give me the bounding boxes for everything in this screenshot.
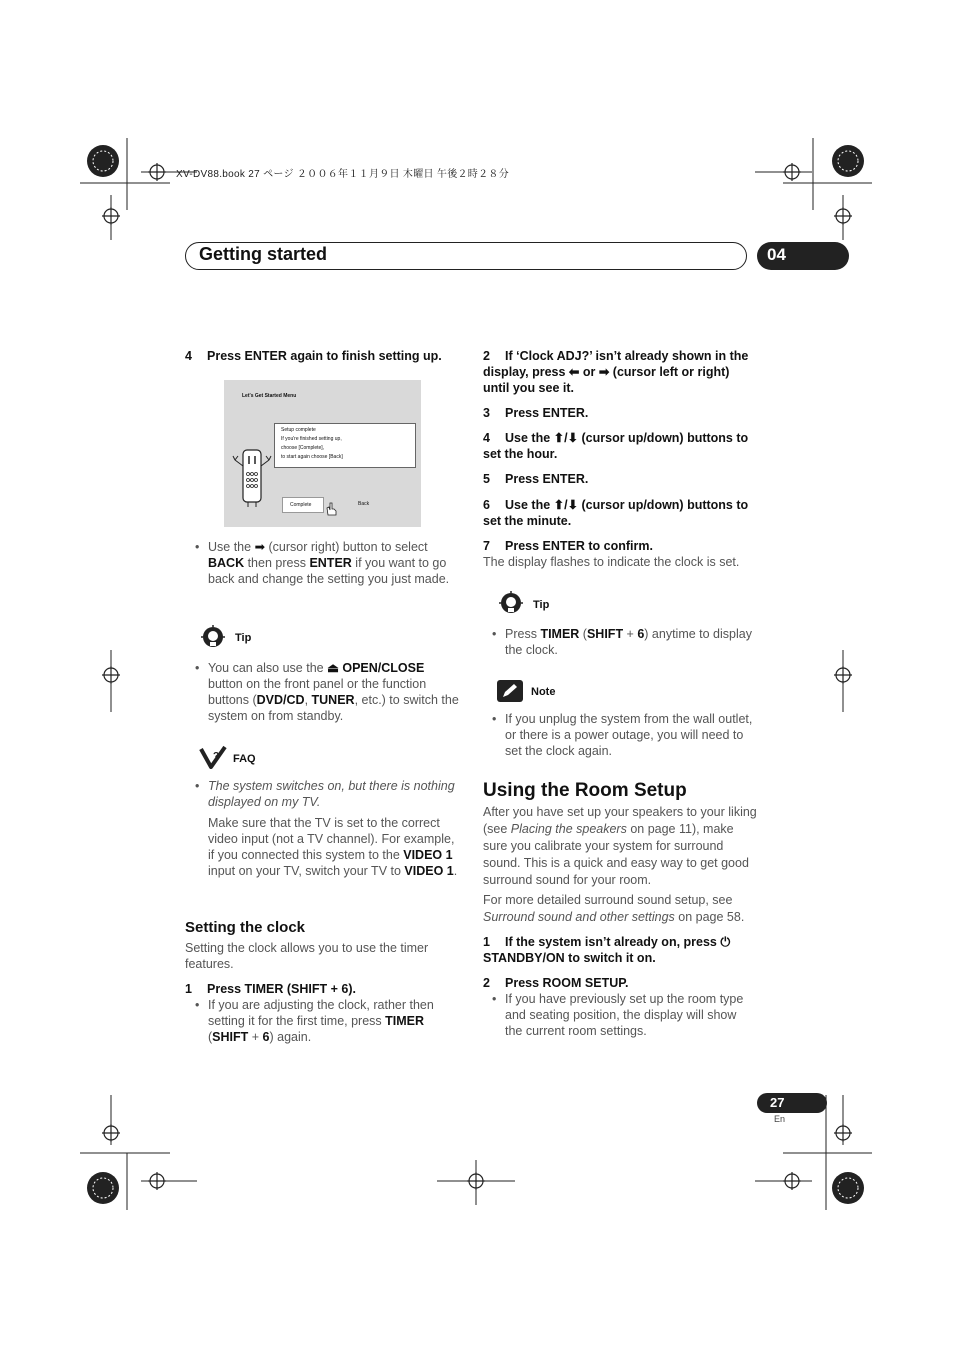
page-title: Getting started — [199, 244, 328, 264]
clock-step-1-bullet: • If you are adjusting the clock, rather then setting it for the first time, press TIMER (SHIFT + 6) again. — [195, 998, 434, 1044]
clock-step-3: 3 Press ENTER. — [483, 406, 589, 420]
tip-lightbulb-icon — [497, 591, 525, 617]
tip-lightbulb-icon — [199, 625, 227, 651]
dialog-line: If you're finished setting up, — [281, 436, 342, 442]
svg-text:?: ? — [213, 751, 220, 762]
faq-icon — [199, 745, 227, 769]
room-setup-para-1: After you have set up your speakers to your liking (see Placing the speakers on page 11), make sure you calibrate your system for surround sound. This is a quick and easy way to get good surround sound for your room. — [483, 805, 757, 887]
faq-label: FAQ — [233, 753, 256, 765]
tip-label: Tip — [235, 632, 252, 644]
tip-label-right: Tip — [533, 599, 550, 611]
setup-dialog — [274, 423, 416, 468]
room-step-2: 2 Press ROOM SETUP. — [483, 976, 629, 990]
setting-clock-intro: Setting the clock allows you to use the timer features. — [185, 941, 429, 971]
dialog-line: choose [Complete], — [281, 445, 325, 451]
back-label: Back — [358, 501, 370, 507]
complete-label: Complete — [290, 502, 312, 508]
faq-answer: Make sure that the TV is set to the correct video input (not a TV channel). For example, if you connected this system to the VIDEO 1 input on your TV, switch your TV to VIDEO 1. — [208, 816, 458, 878]
complete-button[interactable] — [282, 497, 324, 513]
room-step-2-bullet: • If you have previously set up the room type and seating position, the display will show the current room settings. — [492, 992, 744, 1038]
page-number-badge — [757, 1093, 827, 1113]
tip-bullet-timer: • Press TIMER (SHIFT + 6) anytime to display the clock. — [492, 627, 752, 657]
room-setup-para-2: For more detailed surround sound setup, see Surround sound and other settings on page 58. — [483, 893, 745, 924]
tip-bullet-open-close: • You can also use the ⏏ OPEN/CLOSE button on the front panel or the function buttons (DVD/CD, TUNER, etc.) to switch the system on from standby. — [195, 661, 459, 723]
room-step-1: 1 If the system isn’t already on, press ⏻ STANDBY/ON to switch it on. — [483, 935, 731, 965]
remote-mascot-icon — [232, 448, 272, 508]
room-setup-heading: Using the Room Setup — [483, 780, 687, 801]
menu-title: Let's Get Started Menu — [242, 393, 297, 399]
setting-clock-heading: Setting the clock — [185, 919, 306, 936]
note-bullet: • If you unplug the system from the wall outlet, or there is a power outage, you will need to set the clock again. — [492, 712, 753, 758]
clock-step-6: 6 Use the ⬆/⬇ (cursor up/down) buttons to set the minute. — [483, 498, 749, 528]
clock-step-7: 7 Press ENTER to confirm. — [483, 539, 653, 553]
page-language: En — [774, 1114, 786, 1124]
dialog-line: Setup complete — [281, 427, 316, 433]
clock-step-4: 4 Use the ⬆/⬇ (cursor up/down) buttons to set the hour. — [483, 431, 749, 461]
step-4-finish: 4 Press ENTER again to finish setting up. — [185, 349, 442, 363]
clock-step-5: 5 Press ENTER. — [483, 472, 589, 486]
clock-step-7-body: The display flashes to indicate the clock is set. — [483, 555, 740, 569]
clock-step-1: 1 Press TIMER (SHIFT + 6). — [185, 982, 356, 996]
setup-screen-illustration — [224, 380, 421, 527]
pointing-hand-icon — [324, 501, 338, 517]
faq-question: • The system switches on, but there is nothing displayed on my TV. — [195, 779, 455, 809]
chapter-number: 04 — [767, 245, 786, 264]
clock-step-2: 2 If ‘Clock ADJ?’ isn’t already shown in the display, press ⬅ or ➡ (cursor left or right) until you see it. — [483, 349, 749, 395]
print-info: XV-DV88.book 27 ページ ２００６年１１月９日 木曜日 午後２時２８分 — [176, 169, 510, 180]
page-number: 27 — [770, 1095, 785, 1110]
note-pencil-icon — [497, 680, 523, 702]
bullet-back-option: • Use the ➡ (cursor right) button to select BACK then press ENTER if you want to go back and change the setting you just made. — [195, 540, 450, 586]
note-label: Note — [531, 686, 556, 698]
dialog-line: to start again choose [Back] — [281, 454, 343, 460]
